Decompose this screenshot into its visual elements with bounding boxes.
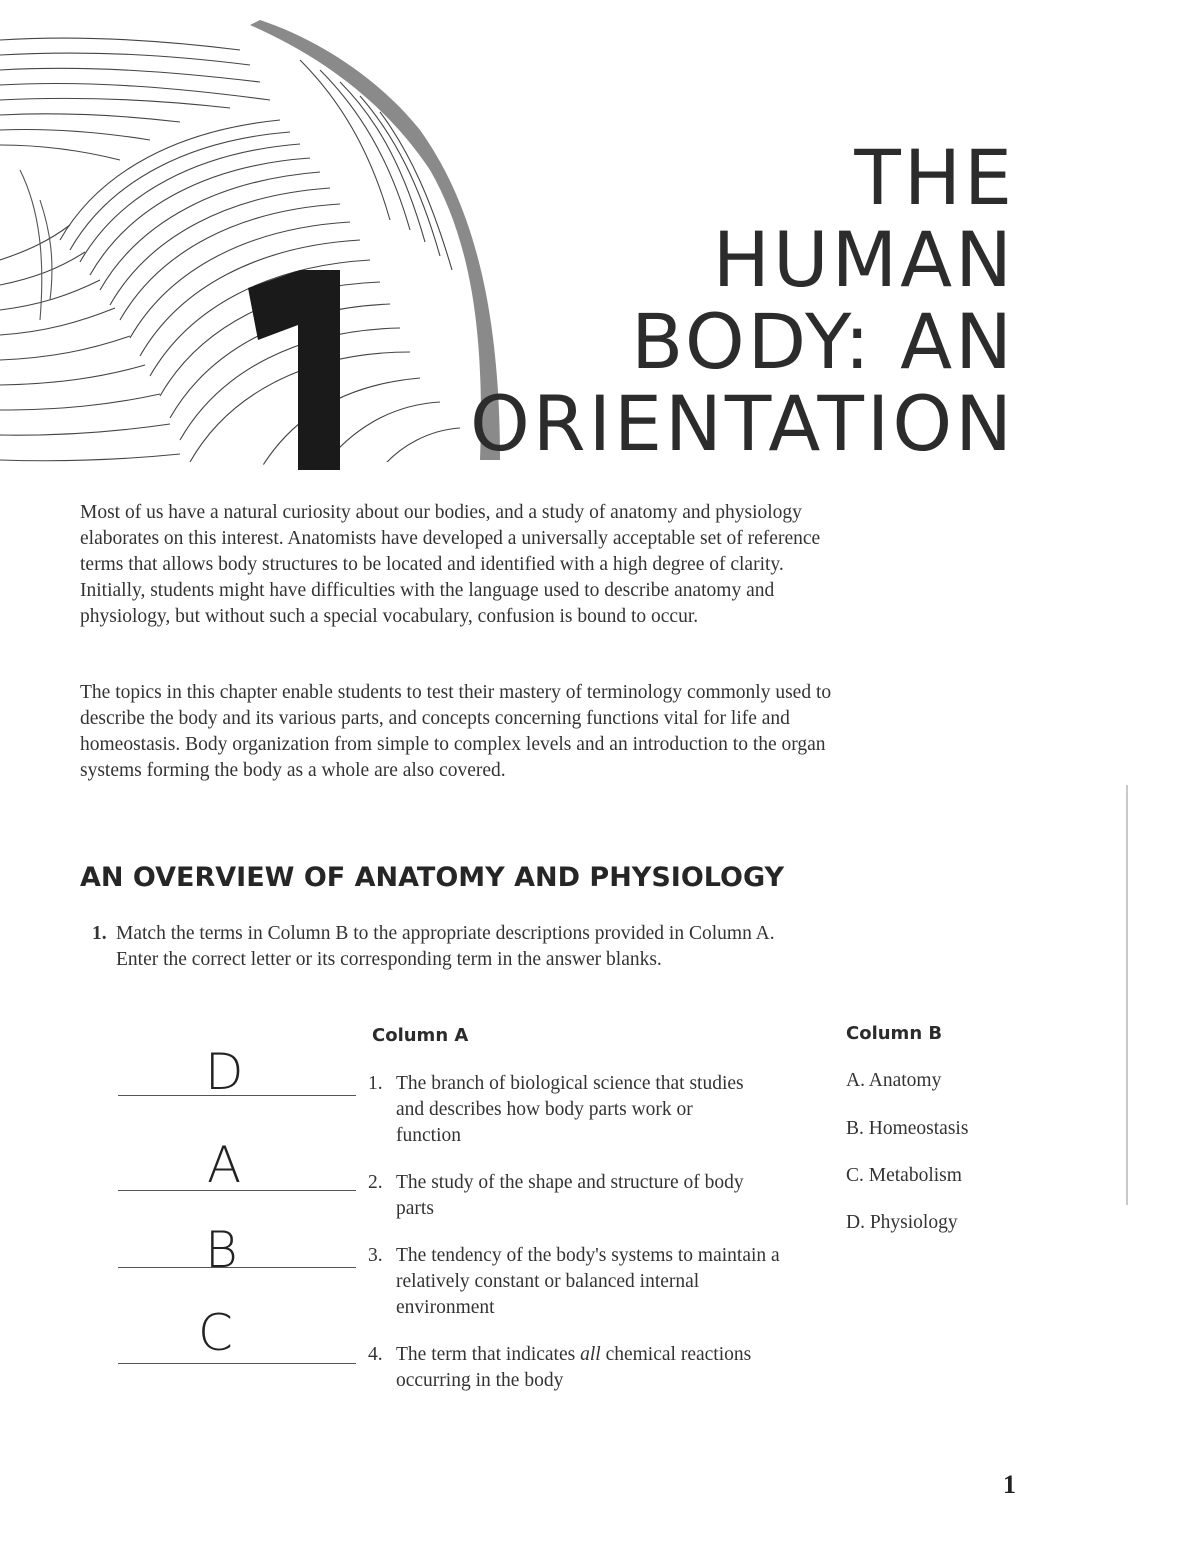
page-number: 1 [1003,1470,1016,1499]
emphasis: all [580,1344,601,1365]
handwritten-answer-1: D [205,1043,244,1101]
muscle-illustration [0,0,500,480]
item-number: 2. [368,1172,383,1193]
item-text: The tendency of the body's systems to maintain a relatively constant or balanced internal environment [396,1245,780,1318]
question-number: 1. [92,923,107,944]
intro-paragraph-2: The topics in this chapter enable students to test their mastery of terminology commonly used to describe the body and its various parts, and concepts concerning functions vital for life and homeostasis. Body organization from simple to complex levels and an introduction to the organ systems forming the body as a whole are also covered. [80,682,832,781]
handwritten-answer-3: B [205,1221,238,1279]
column-b-term: A. Anatomy [846,1070,942,1091]
handwritten-answer-2: A [207,1136,242,1194]
question-1 [92,921,802,973]
column-a-item [368,1170,798,1222]
column-b-term: B. Homeostasis [846,1118,969,1139]
intro-paragraph-1: Most of us have a natural curiosity about our bodies, and a study of anatomy and physiology elaborates on this interest. Anatomists have developed a universally acceptable set of reference terms that allows body structures to be located and identified with a high degree of clarity. Initially, students might have difficulties with the language used to describe anatomy and physiology, but without such a special vocabulary, confusion is bound to occur. [80,502,821,627]
chapter-title-line-3: BODY: AN [631,297,1015,386]
scan-edge-mark [1126,785,1128,1205]
chapter-number-glyph [248,270,340,470]
column-b-term: D. Physiology [846,1212,958,1233]
column-a-heading: Column A [372,1025,469,1046]
section-heading: AN OVERVIEW OF ANATOMY AND PHYSIOLOGY [80,862,785,893]
item-text: The branch of biological science that studies and describes how body parts work or function [396,1073,744,1146]
column-a-item [368,1071,798,1149]
column-b-heading: Column B [846,1023,943,1044]
item-number: 4. [368,1344,383,1365]
column-a-item [368,1342,798,1394]
shadow-edge [250,20,500,460]
chapter-title-line-4: ORIENTATION [469,379,1015,468]
answer-blank-4[interactable] [118,1363,356,1364]
item-number: 3. [368,1245,383,1266]
chapter-number [0,0,1,1]
column-a-item [368,1243,798,1321]
handwritten-answer-4: C [198,1304,233,1362]
item-text: The study of the shape and structure of body parts [396,1172,744,1219]
item-text: The term that indicates all chemical reactions occurring in the body [396,1344,752,1391]
column-b-term: C. Metabolism [846,1165,962,1186]
chapter-title-line-1: THE [854,133,1015,222]
question-instruction: Match the terms in Column B to the appropriate descriptions provided in Column A. Enter the correct letter or its corresponding term in the answer blanks. [116,923,775,970]
chapter-title-line-2: HUMAN [712,215,1015,304]
item-number: 1. [368,1073,383,1094]
